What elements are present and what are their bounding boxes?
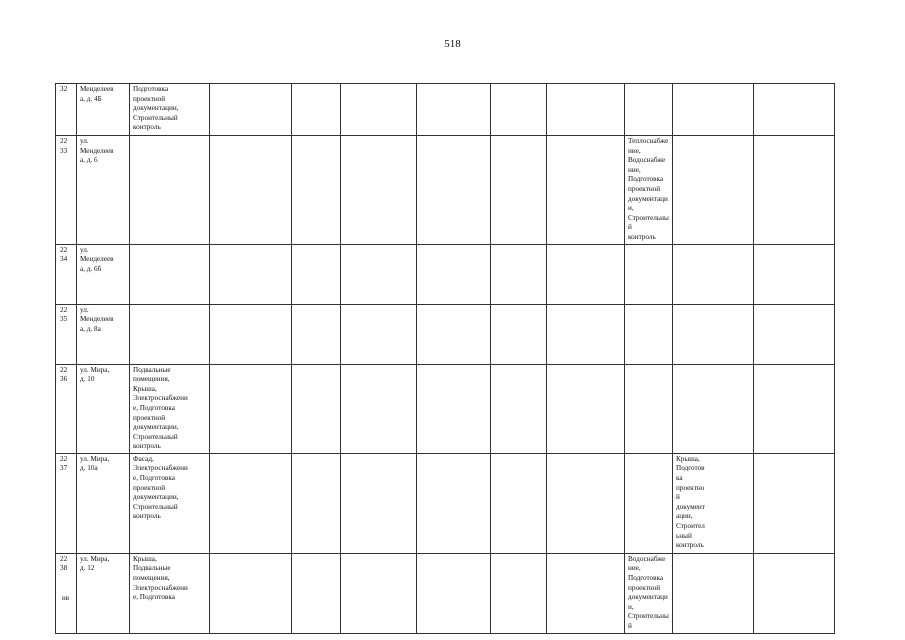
row-number: 22 34 bbox=[56, 244, 77, 304]
work-cell bbox=[417, 304, 491, 364]
address-cell: ул. Менделеев а, д. 6 bbox=[77, 136, 130, 245]
row-number: 22 38 bbox=[56, 553, 77, 633]
address-cell: Менделеев а, д. 4Б bbox=[77, 84, 130, 136]
work-cell bbox=[292, 304, 341, 364]
address-cell: ул. Мира, д. 10 bbox=[77, 364, 130, 453]
table-row bbox=[56, 244, 835, 304]
work-cell: Подвальные помещения, Крыша, Электроснабжени е, Подготовка проектной документации, Строительный контроль bbox=[130, 364, 210, 453]
row-number: 32 bbox=[56, 84, 77, 136]
work-cell bbox=[292, 364, 341, 453]
work-cell bbox=[417, 553, 491, 633]
work-cell bbox=[341, 364, 417, 453]
work-cell bbox=[673, 136, 754, 245]
table-row bbox=[56, 304, 835, 364]
work-cell bbox=[417, 84, 491, 136]
work-cell bbox=[673, 553, 754, 633]
work-cell bbox=[547, 84, 625, 136]
row-number: 22 35 bbox=[56, 304, 77, 364]
work-cell bbox=[341, 553, 417, 633]
work-cell bbox=[417, 244, 491, 304]
work-cell bbox=[625, 304, 673, 364]
table-row bbox=[56, 364, 835, 453]
row-number: 22 37 bbox=[56, 453, 77, 553]
work-cell bbox=[210, 553, 292, 633]
work-cell bbox=[491, 553, 547, 633]
work-cell bbox=[754, 304, 835, 364]
work-cell: Фасад, Электроснабжени е, Подготовка проектной документации, Строительный контроль bbox=[130, 453, 210, 553]
row-number: 22 33 bbox=[56, 136, 77, 245]
work-cell bbox=[292, 453, 341, 553]
work-cell bbox=[210, 136, 292, 245]
work-cell bbox=[547, 244, 625, 304]
work-cell bbox=[673, 304, 754, 364]
work-cell bbox=[491, 244, 547, 304]
work-cell bbox=[292, 136, 341, 245]
work-cell bbox=[754, 136, 835, 245]
address-cell: ул. Мира, д. 12 bbox=[77, 553, 130, 633]
work-cell bbox=[547, 304, 625, 364]
work-cell bbox=[341, 304, 417, 364]
table-body bbox=[56, 84, 835, 634]
work-cell: Крыша, Подвальные помещения, Электроснабжени е, Подготовка bbox=[130, 553, 210, 633]
address-cell: ул. Менделеев а, д. 6б bbox=[77, 244, 130, 304]
work-cell bbox=[491, 84, 547, 136]
work-cell bbox=[547, 553, 625, 633]
address-cell: ул. Менделеев а, д. 8а bbox=[77, 304, 130, 364]
work-cell bbox=[341, 244, 417, 304]
work-cell bbox=[754, 453, 835, 553]
work-cell bbox=[130, 136, 210, 245]
work-cell bbox=[292, 553, 341, 633]
work-cell bbox=[491, 364, 547, 453]
work-cell bbox=[754, 364, 835, 453]
work-cell bbox=[673, 244, 754, 304]
work-cell: Подготовка проектной документации, Строительный контроль bbox=[130, 84, 210, 136]
work-cell bbox=[754, 553, 835, 633]
work-cell bbox=[210, 453, 292, 553]
work-cell bbox=[491, 304, 547, 364]
work-cell bbox=[292, 244, 341, 304]
footer-mark: нв bbox=[62, 594, 70, 602]
work-cell bbox=[547, 136, 625, 245]
work-cell bbox=[547, 453, 625, 553]
work-cell: Крыша, Подготов ка проектно й документ ации, Строител ьный контроль bbox=[673, 453, 754, 553]
table-row bbox=[56, 84, 835, 136]
work-cell bbox=[417, 364, 491, 453]
work-cell bbox=[210, 84, 292, 136]
work-cell: Водоснабжение, Подготовка проектной документации, Строительный bbox=[625, 553, 673, 633]
work-cell bbox=[625, 84, 673, 136]
table-row bbox=[56, 136, 835, 245]
work-cell bbox=[417, 136, 491, 245]
work-cell bbox=[341, 84, 417, 136]
work-cell bbox=[210, 364, 292, 453]
work-cell bbox=[673, 84, 754, 136]
address-cell: ул. Мира, д. 10а bbox=[77, 453, 130, 553]
work-cell bbox=[130, 304, 210, 364]
work-cell bbox=[754, 244, 835, 304]
row-number: 22 36 bbox=[56, 364, 77, 453]
work-cell bbox=[292, 84, 341, 136]
work-cell bbox=[491, 136, 547, 245]
work-cell bbox=[547, 364, 625, 453]
work-cell bbox=[210, 244, 292, 304]
work-cell bbox=[491, 453, 547, 553]
works-table bbox=[55, 83, 835, 634]
work-cell bbox=[341, 136, 417, 245]
work-cell bbox=[625, 453, 673, 553]
table-row bbox=[56, 553, 835, 633]
work-cell bbox=[210, 304, 292, 364]
work-cell bbox=[130, 244, 210, 304]
work-cell bbox=[673, 364, 754, 453]
work-cell bbox=[625, 364, 673, 453]
work-cell bbox=[341, 453, 417, 553]
table-row bbox=[56, 453, 835, 553]
page-number: 518 bbox=[444, 38, 461, 50]
work-cell bbox=[754, 84, 835, 136]
work-cell: Теплоснабжение, Водоснабжение, Подготовка проектной документации, Строительный контроль bbox=[625, 136, 673, 245]
work-cell bbox=[417, 453, 491, 553]
work-cell bbox=[625, 244, 673, 304]
